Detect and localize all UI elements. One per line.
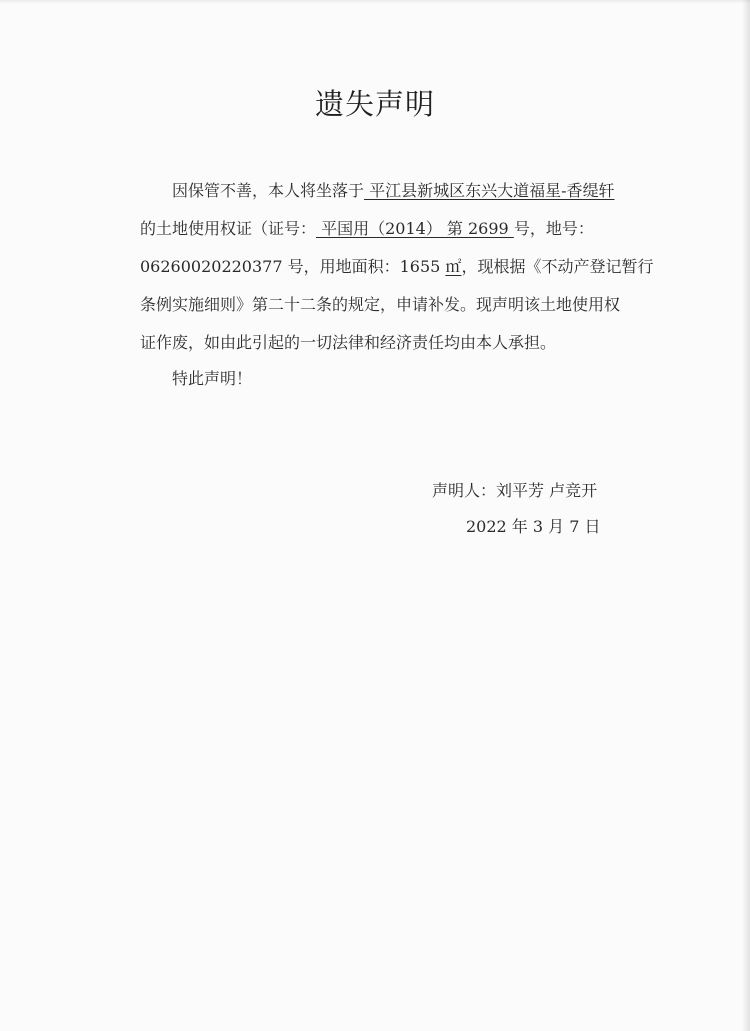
body-line-2-suffix: 号，地号： [513, 219, 594, 238]
body-line-1-prefix: 因保管不善，本人将坐落于 [172, 181, 365, 200]
page-title: 遗失声明 [314, 87, 435, 121]
closing-statement: 特此声明！ [172, 369, 253, 388]
scan-shadow-right [742, 0, 750, 1031]
body-line-2 [140, 210, 665, 248]
declaration-body [140, 172, 665, 362]
property-location: 平江县新城区东兴大道福星-香缇轩 [364, 181, 615, 200]
declaration-date: 2022 年 3 月 7 日 [466, 517, 601, 536]
area-unit: ㎡ [445, 257, 462, 276]
body-line-3 [140, 248, 665, 286]
body-line-5: 证作废，如由此引起的一切法律和经济责任均由本人承担。 [140, 333, 557, 352]
certificate-number: 平国用（2014） 第 2699 [316, 219, 514, 238]
body-line-1 [140, 172, 665, 210]
signer-line: 声明人：刘平芳 卢竞开 [432, 481, 598, 500]
scan-shadow-top [0, 0, 750, 4]
body-line-2-prefix: 的土地使用权证（证号： [140, 219, 317, 238]
body-line-4: 条例实施细则》第二十二条的规定，申请补发。现声明该土地使用权 [140, 295, 621, 314]
body-line-3-b: ，现根据《不动产登记暂行 [461, 257, 654, 276]
body-line-3-a: 06260020220377 号，用地面积：1655 [140, 257, 446, 276]
